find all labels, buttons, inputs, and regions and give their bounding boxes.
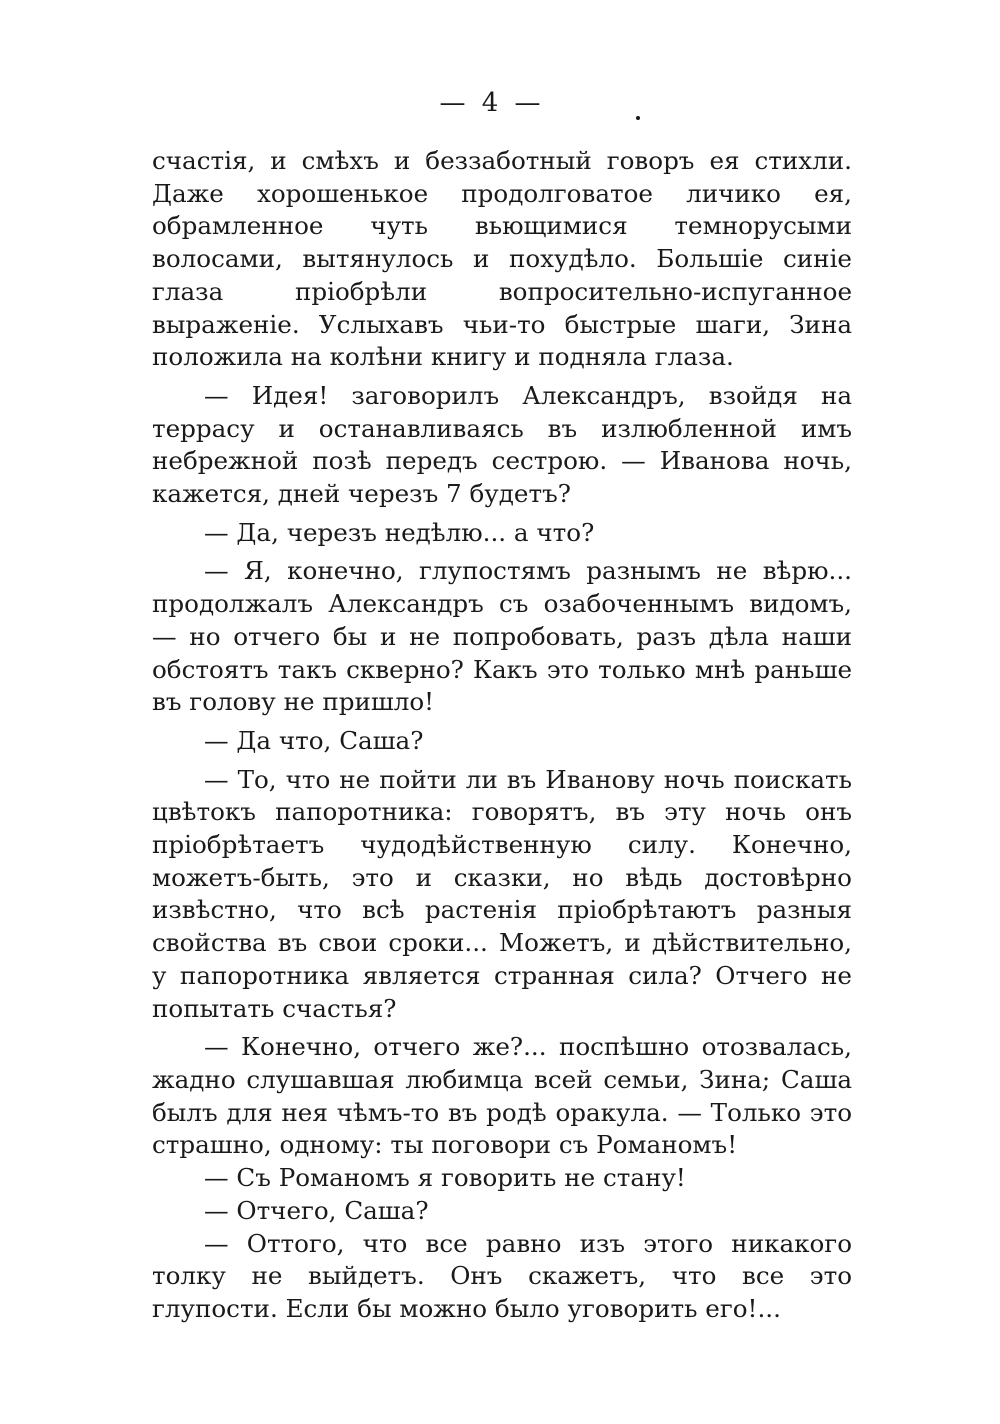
paragraph-2: — Идея! заговорилъ Александръ, взойдя на террасу и останавливаясь въ излюбленной имъ небрежной позѣ передъ сестрою. — Иванова ночь, кажется, дней черезъ 7 будетъ? <box>152 380 852 509</box>
body-text <box>152 145 852 1326</box>
paragraph-6: — То, что не пойти ли въ Иванову ночь поискать цвѣтокъ папоротника: говорятъ, въ эту ночь онъ пріобрѣтаетъ чудодѣйственную силу. Конечно, можетъ-быть, это и сказки, но вѣдь достовѣрно извѣстно, что всѣ растенія пріобрѣтаютъ разныя свойства въ свои сроки... Можетъ, и дѣйствительно, у папоротника является странная сила? Отчего не попытать счастья? <box>152 764 852 1023</box>
paragraph-3: — Да, черезъ недѣлю... а что? <box>204 517 595 547</box>
paragraph-1: счастія, и смѣхъ и беззаботный говоръ ея стихли. Даже хорошенькое продолговатое личико ея, обрамленное чуть вьющимися темнорусыми волосами, вытянулось и похудѣло. Большіе синіе глаза пріобрѣли вопросительно-испуганное выраженіе. Услыхавъ чьи-то быстрые шаги, Зина положила на колѣни книгу и подняла глаза. <box>152 146 852 372</box>
page-number: — 4 — <box>439 88 545 118</box>
paragraph-7: — Конечно, отчего же?... поспѣшно отозвалась, жадно слушавшая любимца всей семьи, Зина; Саша былъ для нея чѣмъ-то въ родѣ оракула. — Только это страшно, одному: ты поговори съ Романомъ! <box>152 1032 852 1160</box>
paragraph-8: — Съ Романомъ я говорить не стану! <box>204 1163 686 1193</box>
print-speck <box>636 116 640 120</box>
paragraph-9: — Отчего, Саша? <box>204 1195 429 1225</box>
paragraph-10: — Оттого, что все равно изъ этого никакого толку не выйдетъ. Онъ скажетъ, что все это глупости. Если бы можно было уговорить его!... <box>152 1228 852 1323</box>
paragraph-5: — Да что, Саша? <box>204 725 424 755</box>
paragraph-4: — Я, конечно, глупостямъ разнымъ не вѣрю... продолжалъ Александръ съ озабоченнымъ видомъ, — но отчего бы и не попробовать, разъ дѣла наши обстоятъ такъ скверно? Какъ это только мнѣ раньше въ голову не пришло! <box>152 556 852 717</box>
